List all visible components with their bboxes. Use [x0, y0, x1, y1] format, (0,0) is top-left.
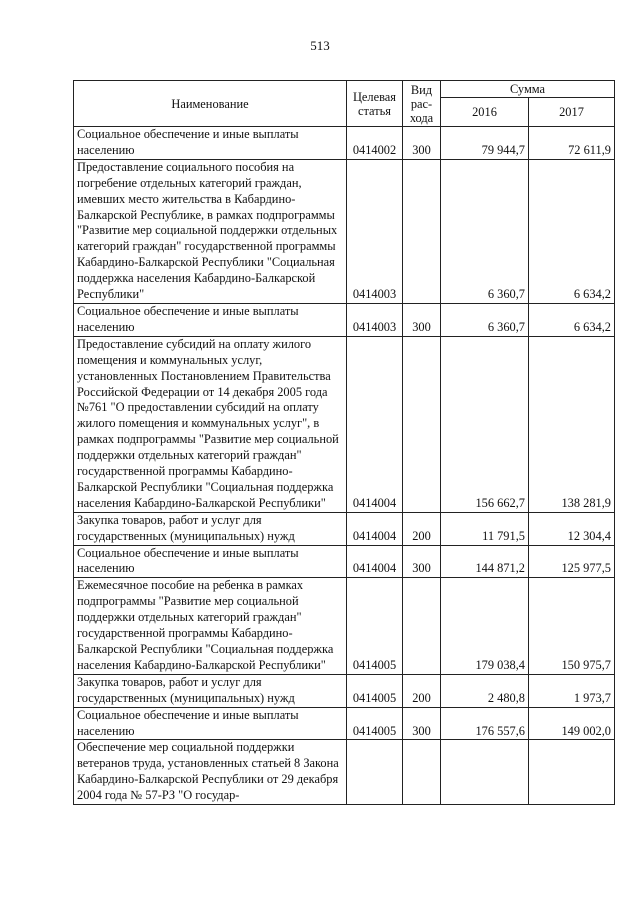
- row-name: Ежемесячное пособие на ребенка в рамках подпрограммы "Развитие мер социальной поддержки отдельных категорий граждан" государственной программы Кабардино-Балкарской Республики "Социальная поддержка населения Кабардино-Балкарской Республики": [74, 578, 347, 674]
- row-target-code: 0414004: [347, 512, 403, 545]
- table-row: [74, 578, 615, 674]
- row-target-code: 0414005: [347, 707, 403, 740]
- table-row: [74, 707, 615, 740]
- row-amount-2017: 138 281,9: [529, 336, 615, 512]
- table-row: [74, 545, 615, 578]
- row-expense-type: [403, 336, 441, 512]
- row-expense-type: 300: [403, 303, 441, 336]
- row-amount-2016: 6 360,7: [441, 303, 529, 336]
- header-name: Наименование: [74, 81, 347, 127]
- row-amount-2016: 156 662,7: [441, 336, 529, 512]
- row-expense-type: [403, 578, 441, 674]
- row-amount-2016: 144 871,2: [441, 545, 529, 578]
- header-year-2016: 2016: [441, 98, 529, 127]
- row-amount-2017: 149 002,0: [529, 707, 615, 740]
- row-amount-2017: 150 975,7: [529, 578, 615, 674]
- row-amount-2017: 125 977,5: [529, 545, 615, 578]
- row-amount-2016: 2 480,8: [441, 674, 529, 707]
- row-target-code: 0414002: [347, 127, 403, 160]
- row-name: Социальное обеспечение и иные выплаты населению: [74, 303, 347, 336]
- row-amount-2016: 79 944,7: [441, 127, 529, 160]
- table-row: [74, 740, 615, 805]
- row-amount-2017: 1 973,7: [529, 674, 615, 707]
- row-amount-2017: 6 634,2: [529, 159, 615, 303]
- row-expense-type: [403, 159, 441, 303]
- row-name: Закупка товаров, работ и услуг для государственных (муниципальных) нужд: [74, 674, 347, 707]
- row-name: Социальное обеспечение и иные выплаты населению: [74, 127, 347, 160]
- row-target-code: 0414005: [347, 578, 403, 674]
- row-amount-2016: 11 791,5: [441, 512, 529, 545]
- row-amount-2016: 176 557,6: [441, 707, 529, 740]
- row-amount-2016: [441, 740, 529, 805]
- row-name: Социальное обеспечение и иные выплаты населению: [74, 707, 347, 740]
- table-row: [74, 127, 615, 160]
- row-expense-type: 200: [403, 674, 441, 707]
- table-row: [74, 674, 615, 707]
- row-target-code: 0414004: [347, 545, 403, 578]
- row-name: Предоставление социального пособия на погребение отдельных категорий граждан, имевших место жительства в Кабардино-Балкарской Республике, в рамках подпрограммы "Развитие мер социальной поддержки отдельных категорий граждан" государственной программы Кабардино-Балкарской Республики "Социальная поддержка населения Кабардино-Балкарской Республики": [74, 159, 347, 303]
- row-amount-2017: 72 611,9: [529, 127, 615, 160]
- row-name: Социальное обеспечение и иные выплаты населению: [74, 545, 347, 578]
- row-expense-type: 300: [403, 545, 441, 578]
- row-expense-type: [403, 740, 441, 805]
- header-sum: Сумма: [441, 81, 615, 98]
- header-year-2017: 2017: [529, 98, 615, 127]
- header-expense-type: Вид рас-хода: [403, 81, 441, 127]
- budget-table: [73, 80, 615, 805]
- row-target-code: 0414004: [347, 336, 403, 512]
- row-amount-2017: 6 634,2: [529, 303, 615, 336]
- row-name: Предоставление субсидий на оплату жилого помещения и коммунальных услуг, установленных Постановлением Правительства Российской Федерации от 14 декабря 2005 года №761 "О предоставлении субсидий на оплату жилого помещения и коммунальных услуг", в рамках подпрограммы "Развитие мер социальной поддержки отдельных категорий граждан" государственной программы Кабардино-Балкарской Республики "Социальная поддержка населения Кабардино-Балкарской Республики": [74, 336, 347, 512]
- row-target-code: 0414005: [347, 674, 403, 707]
- page-number: 513: [310, 38, 330, 53]
- table-row: [74, 512, 615, 545]
- row-expense-type: 200: [403, 512, 441, 545]
- row-target-code: 0414003: [347, 159, 403, 303]
- row-expense-type: 300: [403, 127, 441, 160]
- header-target-article: Целевая статья: [347, 81, 403, 127]
- row-amount-2016: 6 360,7: [441, 159, 529, 303]
- row-name: Закупка товаров, работ и услуг для государственных (муниципальных) нужд: [74, 512, 347, 545]
- table-row: [74, 336, 615, 512]
- row-amount-2016: 179 038,4: [441, 578, 529, 674]
- table-row: [74, 303, 615, 336]
- row-name: Обеспечение мер социальной поддержки ветеранов труда, установленных статьей 8 Закона Кабардино-Балкарской Республики от 29 декабря 2004 года № 57-РЗ "О государ-: [74, 740, 347, 805]
- row-target-code: 0414003: [347, 303, 403, 336]
- row-target-code: [347, 740, 403, 805]
- row-amount-2017: [529, 740, 615, 805]
- row-expense-type: 300: [403, 707, 441, 740]
- table-row: [74, 159, 615, 303]
- row-amount-2017: 12 304,4: [529, 512, 615, 545]
